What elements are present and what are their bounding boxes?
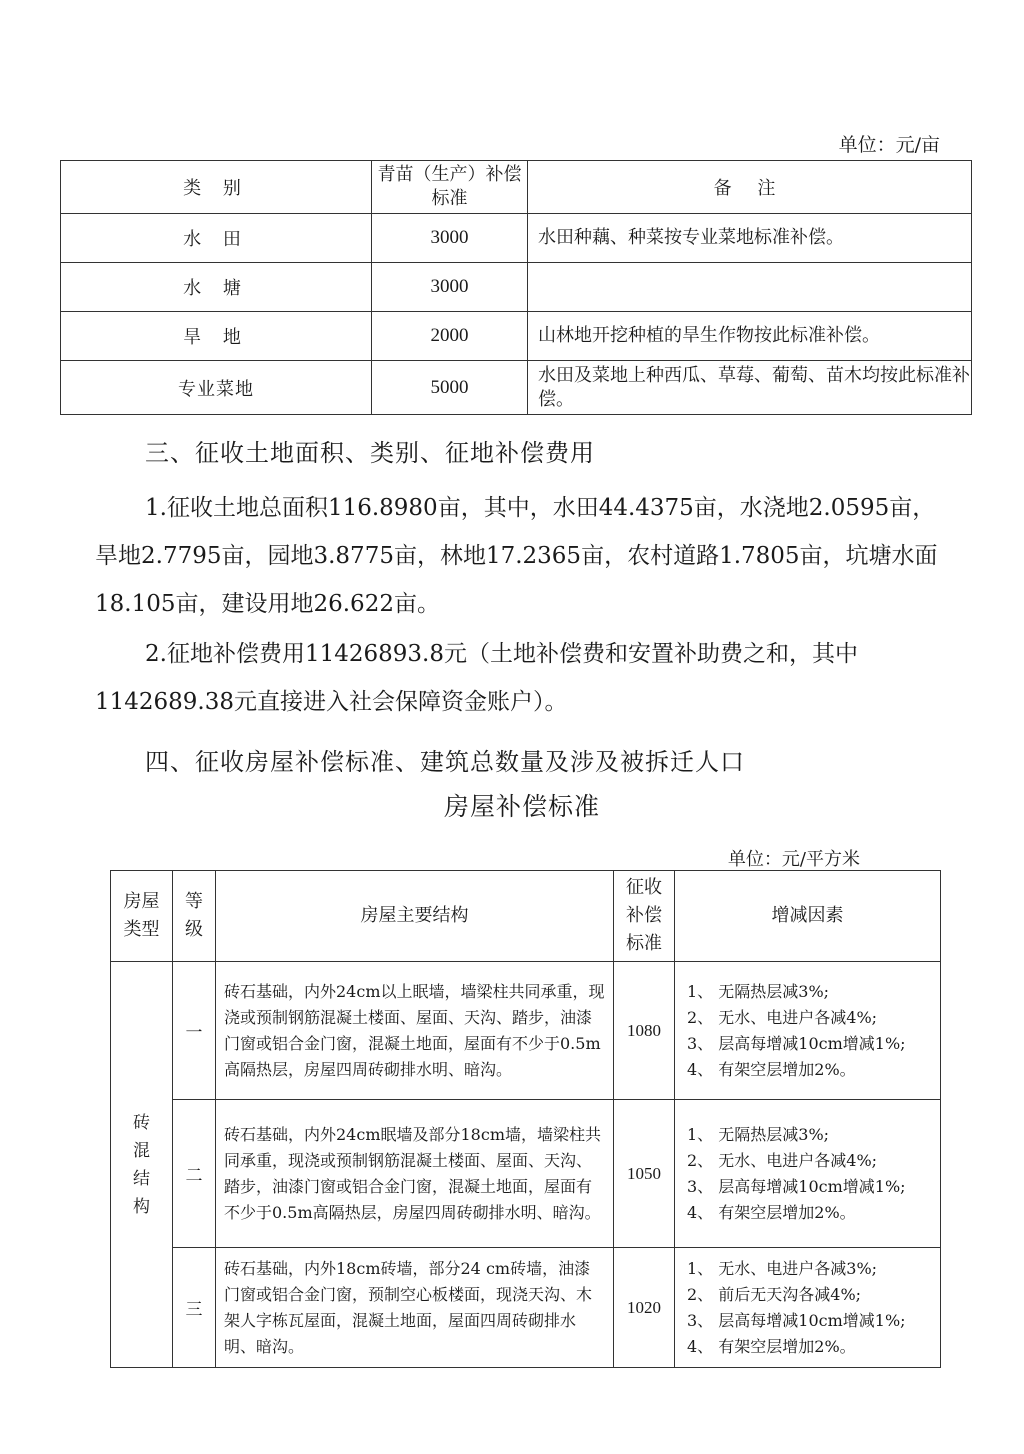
row-note: 水田及菜地上种西瓜、草莓、葡萄、苗木均按此标准补偿。 (528, 361, 972, 415)
row-category: 水 塘 (61, 263, 372, 312)
factors-cell (675, 1100, 941, 1248)
table-row (61, 263, 972, 312)
land-area-paragraph: 1.征收土地总面积116.8980亩，其中，水田44.4375亩，水浇地2.0595亩，旱地2.7795亩，园地3.8775亩，林地17.2365亩，农村道路1.7805亩，坑塘水面18.105亩，建设用地26.622亩。 (95, 495, 938, 617)
factor-item: 3、 层高每增减10cm增减1%; (687, 1176, 906, 1196)
factor-item: 4、 有架空层增加2%。 (687, 1336, 856, 1356)
row-standard: 5000 (372, 361, 528, 415)
row-category: 专业菜地 (61, 361, 372, 415)
header-category: 类 别 (61, 161, 372, 214)
crop-compensation-table (60, 160, 972, 415)
row-note: 水田种藕、种菜按专业菜地标准补偿。 (528, 214, 972, 263)
factor-item: 3、 层高每增减10cm增减1%; (687, 1033, 906, 1053)
row-category: 旱 地 (61, 312, 372, 361)
house-table-title: 房屋补偿标准 (443, 792, 600, 821)
header-grade: 等级 (173, 871, 216, 962)
factor-item: 2、 无水、电进户各减4%; (687, 1007, 878, 1027)
row-note (528, 263, 972, 312)
row-standard: 3000 (372, 214, 528, 263)
factor-item: 4、 有架空层增加2%。 (687, 1202, 856, 1222)
table-row (111, 1248, 941, 1368)
factors-cell (675, 962, 941, 1100)
header-factors: 增减因素 (675, 871, 941, 962)
header-standard: 征收补偿标准 (614, 871, 675, 962)
table-row (61, 361, 972, 415)
factor-item: 1、 无水、电进户各减3%; (687, 1258, 878, 1278)
grade-cell: 三 (173, 1248, 216, 1368)
header-type: 房屋类型 (111, 871, 173, 962)
standard-cell: 1020 (614, 1248, 675, 1368)
grade-cell: 二 (173, 1100, 216, 1248)
unit-label-mu: 单位：元/亩 (838, 134, 940, 156)
table-row (111, 962, 941, 1100)
table-row (61, 312, 972, 361)
structure-cell: 砖石基础，内外24cm眠墙及部分18cm墙，墙梁柱共同承重，现浇或预制钢筋混凝土楼面、屋面、天沟、踏步，油漆门窗或铝合金门窗，混凝土地面，屋面有不少于0.5m高隔热层，房屋四周砖砌排水明、暗沟。 (216, 1100, 614, 1248)
factor-item: 2、 前后无天沟各减4%; (687, 1284, 862, 1304)
compensation-fee-paragraph: 2.征地补偿费用11426893.8元（土地补偿费和安置补助费之和，其中1142689.38元直接进入社会保障资金账户）。 (95, 641, 858, 715)
section-3-heading: 三、征收土地面积、类别、征地补偿费用 (145, 439, 595, 467)
table-header-row (111, 871, 941, 962)
row-standard: 2000 (372, 312, 528, 361)
header-standard: 青苗（生产）补偿标准 (372, 161, 528, 214)
factor-item: 3、 层高每增减10cm增减1%; (687, 1310, 906, 1330)
factor-item: 4、 有架空层增加2%。 (687, 1059, 856, 1079)
structure-cell: 砖石基础，内外24cm以上眠墙，墙梁柱共同承重，现浇或预制钢筋混凝土楼面、屋面、天沟、踏步，油漆门窗或铝合金门窗，混凝土地面，屋面有不少于0.5m高隔热层，房屋四周砖砌排水明、暗沟。 (216, 962, 614, 1100)
standard-cell: 1080 (614, 962, 675, 1100)
row-note: 山林地开挖种植的旱生作物按此标准补偿。 (528, 312, 972, 361)
factor-item: 1、 无隔热层减3%; (687, 981, 830, 1001)
row-standard: 3000 (372, 263, 528, 312)
house-type-cell: 砖混结构 (111, 962, 173, 1368)
header-structure: 房屋主要结构 (216, 871, 614, 962)
structure-cell: 砖石基础，内外18cm砖墙，部分24 cm砖墙，油漆门窗或铝合金门窗，预制空心板楼面，现浇天沟、木架人字栋瓦屋面，混凝土地面，屋面四周砖砌排水明、暗沟。 (216, 1248, 614, 1368)
factor-item: 2、 无水、电进户各减4%; (687, 1150, 878, 1170)
table-header-row (61, 161, 972, 214)
factor-item: 1、 无隔热层减3%; (687, 1124, 830, 1144)
table-row (111, 1100, 941, 1248)
table-row (61, 214, 972, 263)
header-note: 备 注 (528, 161, 972, 214)
house-compensation-table (110, 870, 941, 1368)
factors-cell (675, 1248, 941, 1368)
standard-cell: 1050 (614, 1100, 675, 1248)
unit-label-sqm: 单位：元/平方米 (727, 849, 860, 870)
section-4-heading: 四、征收房屋补偿标准、建筑总数量及涉及被拆迁人口 (145, 748, 745, 776)
grade-cell: 一 (173, 962, 216, 1100)
row-category: 水 田 (61, 214, 372, 263)
